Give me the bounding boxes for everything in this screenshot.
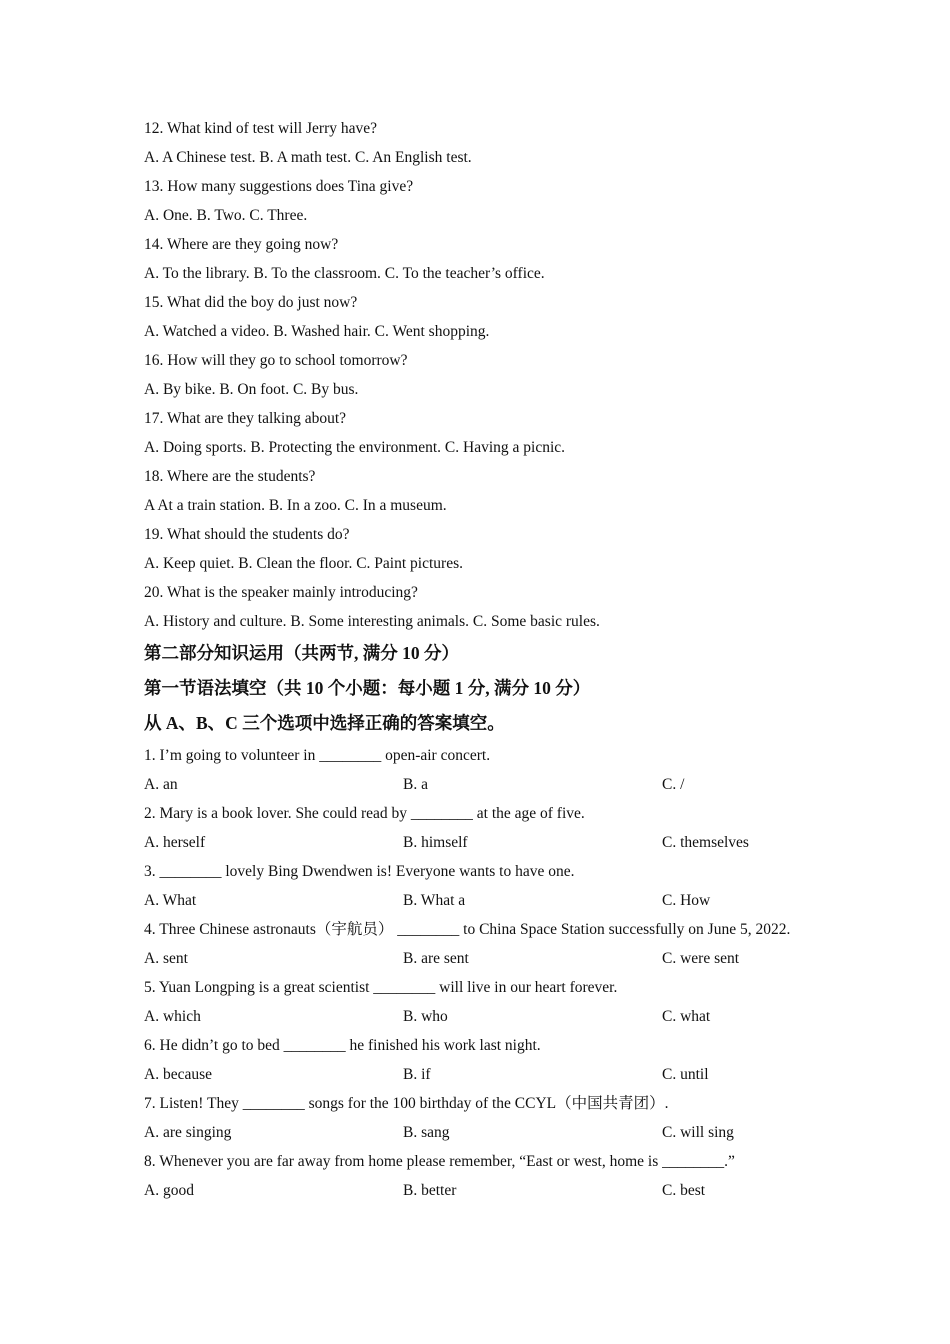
- option-c: C. /: [662, 776, 685, 793]
- option-a: A. good: [144, 1182, 194, 1199]
- options-20: A. History and culture. B. Some interesting animals. C. Some basic rules.: [144, 613, 600, 630]
- option-a: A. an: [144, 776, 178, 793]
- options-16: A. By bike. B. On foot. C. By bus.: [144, 381, 359, 398]
- grammar-question-1: 1. I’m going to volunteer in ________ open-air concert.: [144, 747, 491, 764]
- question-19: 19. What should the students do?: [144, 526, 350, 543]
- grammar-options-2: [144, 828, 824, 857]
- grammar-options-1: [144, 770, 824, 799]
- option-c: C. what: [662, 1008, 711, 1025]
- option-b: B. if: [403, 1066, 431, 1083]
- grammar-options-3: [144, 886, 824, 915]
- option-b: B. who: [403, 1008, 448, 1025]
- options-19: A. Keep quiet. B. Clean the floor. C. Paint pictures.: [144, 555, 463, 572]
- grammar-question-4: 4. Three Chinese astronauts（宇航员） ________ to China Space Station successfully on June 5, 2022.: [144, 921, 791, 938]
- option-c: C. How: [662, 892, 711, 909]
- grammar-options-6: [144, 1060, 824, 1089]
- option-b: B. What a: [403, 892, 466, 909]
- instruction-heading: 从 A、B、C 三个选项中选择正确的答案填空。: [144, 713, 505, 733]
- grammar-options-8: [144, 1176, 824, 1205]
- grammar-question-2: 2. Mary is a book lover. She could read by ________ at the age of five.: [144, 805, 585, 822]
- option-b: B. sang: [403, 1124, 450, 1141]
- grammar-options-7: [144, 1118, 824, 1147]
- question-16: 16. How will they go to school tomorrow?: [144, 352, 408, 369]
- question-14: 14. Where are they going now?: [144, 236, 339, 253]
- section1-heading: 第一节语法填空（共 10 个小题：每小题 1 分, 满分 10 分）: [144, 678, 591, 698]
- question-15: 15. What did the boy do just now?: [144, 294, 358, 311]
- options-15: A. Watched a video. B. Washed hair. C. Went shopping.: [144, 323, 490, 340]
- grammar-question-5: 5. Yuan Longping is a great scientist ________ will live in our heart forever.: [144, 979, 618, 996]
- question-13: 13. How many suggestions does Tina give?: [144, 178, 414, 195]
- grammar-question-6: 6. He didn’t go to bed ________ he finished his work last night.: [144, 1037, 541, 1054]
- option-a: A. sent: [144, 950, 188, 967]
- options-13: A. One. B. Two. C. Three.: [144, 207, 308, 224]
- grammar-options-5: [144, 1002, 824, 1031]
- question-18: 18. Where are the students?: [144, 468, 316, 485]
- question-12: 12. What kind of test will Jerry have?: [144, 120, 378, 137]
- options-14: A. To the library. B. To the classroom. C. To the teacher’s office.: [144, 265, 545, 282]
- option-b: B. better: [403, 1182, 457, 1199]
- option-c: C. until: [662, 1066, 709, 1083]
- option-a: A. which: [144, 1008, 201, 1025]
- part2-heading: 第二部分知识运用（共两节, 满分 10 分）: [144, 643, 459, 663]
- listening-section: [144, 114, 824, 636]
- option-b: B. are sent: [403, 950, 469, 967]
- option-b: B. a: [403, 776, 428, 793]
- options-17: A. Doing sports. B. Protecting the environment. C. Having a picnic.: [144, 439, 566, 456]
- options-12: A. A Chinese test. B. A math test. C. An English test.: [144, 149, 472, 166]
- option-a: A. because: [144, 1066, 212, 1083]
- option-a: A. herself: [144, 834, 206, 851]
- option-a: A. What: [144, 892, 197, 909]
- option-c: C. themselves: [662, 834, 749, 851]
- option-c: C. were sent: [662, 950, 740, 967]
- grammar-question-7: 7. Listen! They ________ songs for the 100 birthday of the CCYL（中国共青团）.: [144, 1095, 669, 1112]
- exam-page: [144, 114, 824, 1205]
- option-c: C. will sing: [662, 1124, 734, 1141]
- grammar-section: [144, 741, 824, 1205]
- option-a: A. are singing: [144, 1124, 232, 1141]
- option-b: B. himself: [403, 834, 468, 851]
- question-20: 20. What is the speaker mainly introducing?: [144, 584, 418, 601]
- grammar-options-4: [144, 944, 824, 973]
- grammar-question-3: 3. ________ lovely Bing Dwendwen is! Everyone wants to have one.: [144, 863, 575, 880]
- grammar-question-8: 8. Whenever you are far away from home please remember, “East or west, home is ________.”: [144, 1153, 735, 1170]
- options-18: A At a train station. B. In a zoo. C. In a museum.: [144, 497, 447, 514]
- question-17: 17. What are they talking about?: [144, 410, 347, 427]
- option-c: C. best: [662, 1182, 706, 1199]
